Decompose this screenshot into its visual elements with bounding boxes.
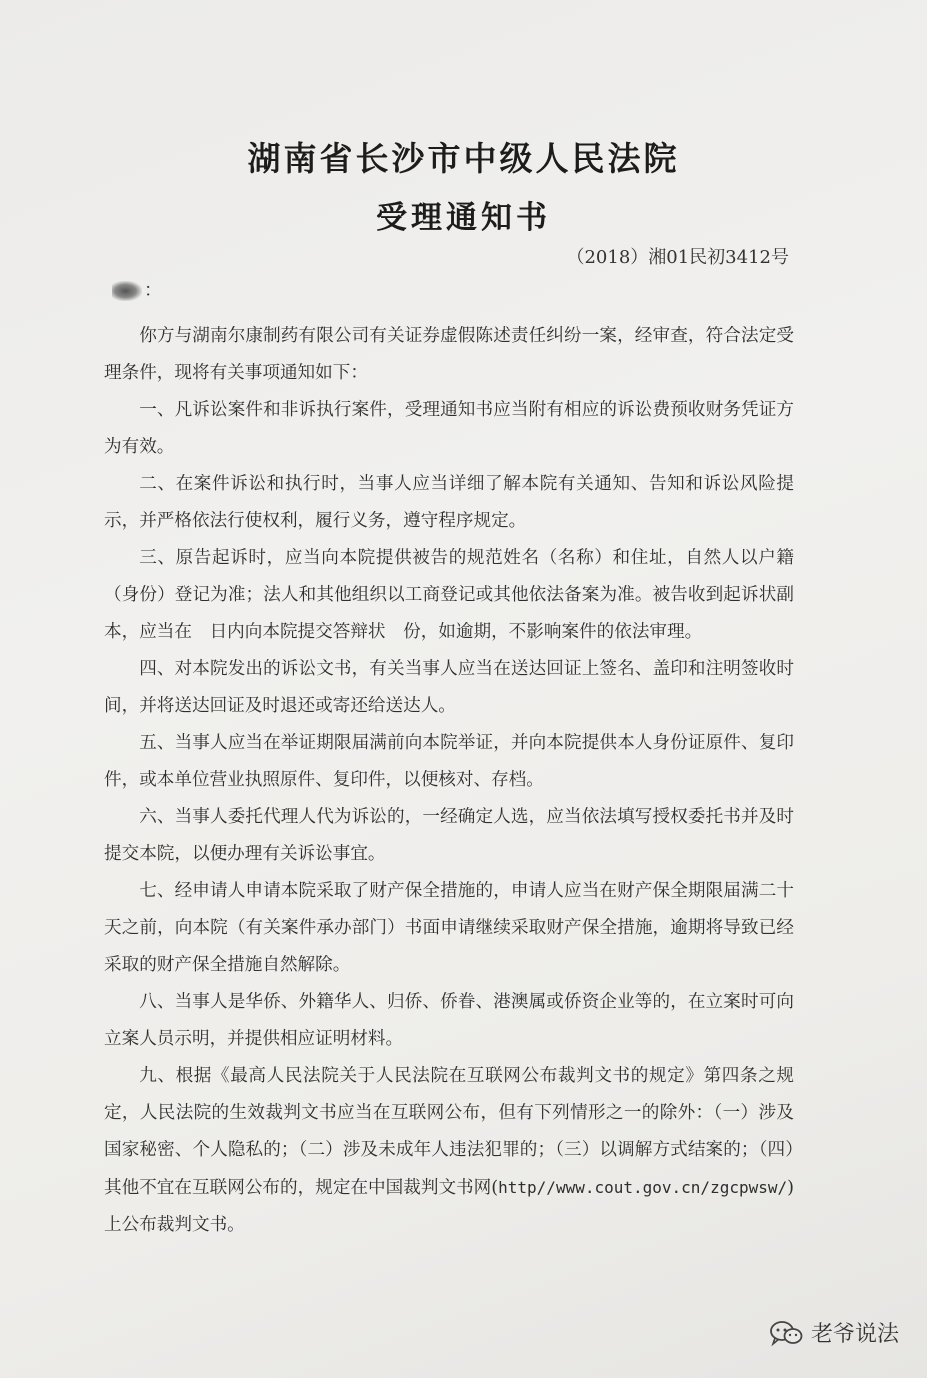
watermark (769, 1317, 899, 1348)
paragraph-6: 六、当事人委托代理人代为诉讼的，一经确定人选，应当依法填写授权委托书并及时提交本院，以便办理有关诉讼事宜。 (104, 807, 794, 864)
case-number: （2018）湘01民初3412号 (566, 247, 789, 268)
paragraph-8: 八、当事人是华侨、外籍华人、归侨、侨眷、港澳属或侨资企业等的，在立案时可向立案人员示明，并提供相应证明材料。 (104, 992, 794, 1049)
wechat-icon (769, 1319, 803, 1347)
cpws-url: http//www.cout.gov.cn/zgcpwsw/ (498, 1178, 788, 1197)
paragraph-5: 五、当事人应当在举证期限届满前向本院举证，并向本院提供本人身份证原件、复印件，或本单位营业执照原件、复印件，以便核对、存档。 (104, 733, 794, 790)
redacted-name (112, 281, 142, 301)
paragraph-7: 七、经申请人申请本院采取了财产保全措施的，申请人应当在财产保全期限届满二十天之前，向本院（有关案件承办部门）书面申请继续采取财产保全措施，逾期将导致已经采取的财产保全措施自然解除。 (104, 881, 794, 975)
paragraph-9 (104, 1058, 794, 1244)
court-name: 湖南省长沙市中级人民法院 (247, 139, 680, 178)
notice-body (104, 318, 794, 1244)
watermark-text: 老爷说法 (810, 1322, 899, 1347)
paragraph-4: 四、对本院发出的诉讼文书，有关当事人应当在送达回证上签名、盖印和注明签收时间，并将送达回证及时退还或寄还给送达人。 (104, 659, 794, 716)
addressee (112, 276, 162, 302)
addressee-colon: ： (144, 280, 162, 301)
paragraph-1: 一、凡诉讼案件和非诉执行案件，受理通知书应当附有相应的诉讼费预收财务凭证方为有效。 (104, 400, 794, 457)
paragraph-9-text: 九、根据《最高人民法院关于人民法院在互联网公布裁判文书的规定》第四条之规定，人民法院的生效裁判文书应当在互联网公布，但有下列情形之一的除外：（一）涉及国家秘密、个人隐私的；（二）涉及未成年人违法犯罪的；（三）以调解方式结案的；（四）其他不宜在互联网公布的，规定在中国裁判文书网( (104, 1066, 794, 1198)
paragraph-intro: 你方与湖南尔康制药有限公司有关证券虚假陈述责任纠纷一案，经审查，符合法定受理条件，现将有关事项通知如下： (104, 326, 794, 383)
paragraph-2: 二、在案件诉讼和执行时，当事人应当详细了解本院有关通知、告知和诉讼风险提示，并严格依法行使权利，履行义务，遵守程序规定。 (104, 474, 794, 531)
paragraph-3: 三、原告起诉时，应当向本院提供被告的规范姓名（名称）和住址，自然人以户籍（身份）登记为准；法人和其他组织以工商登记或其他依法备案为准。被告收到起诉状副本，应当在 日内向本院提交答辩状 份，如逾期，不影响案件的依法审理。 (104, 548, 794, 642)
paragraph-9-end: )上公布裁判文书。 (104, 1178, 794, 1235)
document-title: 受理通知书 (376, 200, 551, 236)
